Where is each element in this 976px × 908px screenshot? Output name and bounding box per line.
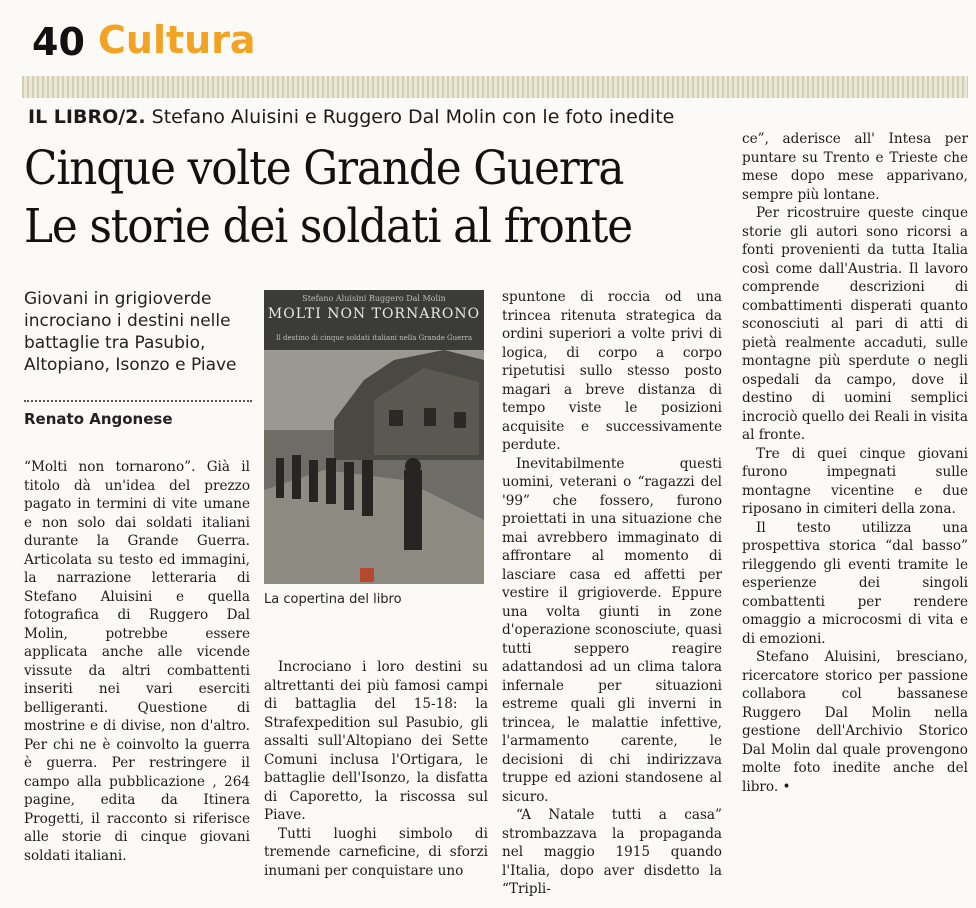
paragraph: “A Natale tutti a casa” strombazzava la propaganda nel maggio 1915 quando l'Italia, dopo aver disdetto la “Tripli- — [502, 807, 722, 897]
page-number: 40 — [32, 20, 85, 64]
article-column-4 — [742, 130, 968, 796]
paragraph: Stefano Aluisini, bresciano, ricercatore storico per passione collabora col bassanese Ruggero Dal Molin nella gestione dell'Archivio Storico Dal Molin dal quale provengono molte foto inedite anche del libro. • — [742, 649, 968, 795]
article-column-2 — [264, 658, 488, 880]
book-cover-image — [264, 290, 484, 584]
article-column-3 — [502, 288, 722, 899]
paragraph: spuntone di roccia od una trincea ritenuta strategica da ordini superiori a volte privi di logica, di corpo a corpo ripetutisi sullo stesso posto magari a breve distanza di tempo viste le posizioni acquisite e successivamente perdute. — [502, 289, 722, 453]
cover-authors: Stefano Aluisini Ruggero Dal Molin — [302, 294, 446, 303]
divider — [24, 400, 252, 402]
paragraph: Tutti luoghi simbolo di tremende carneficine, di sforzi inumani per conquistare uno — [264, 825, 488, 879]
section-title: Cultura — [98, 18, 256, 62]
kicker-text: Stefano Aluisini e Ruggero Dal Molin con le foto inedite — [151, 106, 675, 128]
cover-photo — [264, 290, 484, 584]
paragraph: Tre di quei cinque giovani furono impegnati sulle montagne vicentine e due riposano in cimiteri della zona. — [742, 445, 968, 517]
paragraph: “Molti non tornarono”. Già il titolo dà un'idea del prezzo pagato in termini di vite umane e non solo dai soldati italiani durante la Grande Guerra. Articolata su testo ed immagini, la narrazione letteraria di Stefano Aluisini e quella fotografica di Ruggero Dal Molin, potrebbe essere applicata anche alle vicende vissute da altri combattenti inseriti nei vari eserciti belligeranti. Questione di mostrine e di divise, non d'altro. Per chi ne è coinvolto la guerra è guerra. Per restringere il campo alla pubblicazione , 264 pagine, edita da Itinera Progetti, il racconto si riferisce alle storie di cinque giovani soldati italiani. — [24, 459, 250, 864]
summary: Giovani in grigioverde incrociano i destini nelle battaglie tra Pasubio, Altopiano, Isonzo e Piave — [24, 289, 237, 375]
cover-title: MOLTI NON TORNARONO — [267, 306, 481, 322]
paragraph: Per ricostruire queste cinque storie gli autori sono ricorsi a fonti provenienti da tutta Italia così come dall'Austria. Il lavoro comprende descrizioni di combattimenti disperati quanto sconosciuti al pari di atti di pietà realmente accaduti, sulle montagne più sperdute o negli ospedali da campo, dove il destino di uomini semplici incrociò quello dei Reali in visita al fronte. — [742, 205, 968, 443]
paragraph: ce”, aderisce all' Intesa per puntare su Trento e Trieste che mese dopo mese apparivano, sempre più lontane. — [742, 131, 968, 203]
kicker-label: IL LIBRO/2. — [28, 106, 146, 128]
headline-line-2: Le storie dei soldati al fronte — [24, 199, 632, 254]
paragraph: Inevitabilmente questi uomini, veterani o “ragazzi del '99” che fossero, furono proiettati in una situazione che mai avrebbero immaginato di affrontare al momento di lasciare casa ed affetti per vestire il grigioverde. Eppure una volta giunti in zone d'operazione sconosciute, quasi tutti seppero reagire adattandosi ad un clima talora infernale per situazioni estreme quali gli inverni in trincea, le malattie infettive, l'armamento carente, le decisioni di chi indirizzava truppe ed azioni standosene al sicuro. — [502, 455, 722, 805]
header-band — [22, 76, 968, 98]
cover-caption: La copertina del libro — [264, 592, 402, 607]
paragraph: Il testo utilizza una prospettiva storica “dal basso” rileggendo gli eventi tramite le esperienze dei singoli combattenti per rendere omaggio a microcosmi di vita e di emozioni. — [742, 519, 968, 647]
kicker — [28, 106, 674, 128]
headline-line-1: Cinque volte Grande Guerra — [24, 141, 624, 196]
cover-subtitle: Il destino di cinque soldati italiani nella Grande Guerra — [275, 334, 473, 342]
paragraph: Incrociano i loro destini su altrettanti dei più famosi campi di battaglia del 15-18: la Strafexpedition sul Pasubio, gli assalti sull'Altopiano dei Sette Comuni inclusa l'Ortigara, le battaglie dell'Isonzo, la disfatta di Caporetto, la riscossa sul Piave. — [264, 659, 488, 823]
article-column-1 — [24, 458, 250, 865]
headline — [24, 140, 675, 256]
byline: Renato Angonese — [24, 410, 173, 428]
